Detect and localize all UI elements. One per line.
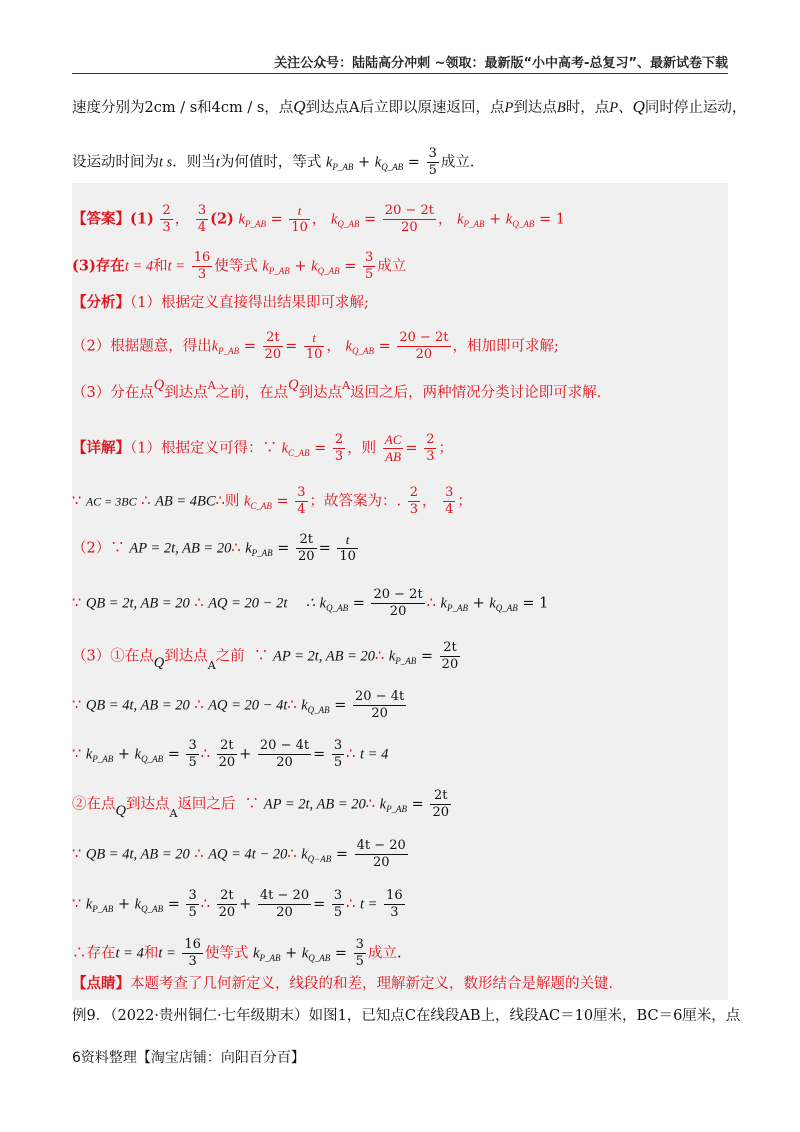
answer-line-1: 【答案】(1) $\frac{2}{3}$ ， $\frac{3}{4}$ (2) $k_{P\_AB}$ = $\frac{t}{10}$ ， $k_{Q\_AB}$ = $\frac{20 - 2t}{20}$ ， $k_{P\_AB} + k_{Q\_AB} = 1$ <box>72 203 565 235</box>
detail-line-2: ∵ AC = 3BC ∴ AB = 4BC∴则 $k_{C\_AB}$ = $\frac{3}{4}$ ；故答案为：. $\frac{2}{3}$ ， $\frac{3}{4}$ ； <box>72 485 472 517</box>
detail-line-10: ∵ $k_{P\_AB} + k_{Q\_AB}$ = $\frac{3}{5}$ ∴ $\frac{2t}{20}$ + $\frac{4t - 20}{20}$ = $\frac{3}{5}$ ∴ t = $\frac{16}{3}$ <box>72 888 403 920</box>
detail-line-8: ②在点Q到达点$_A$返回之后 ∵ AP = 2t, AB = 20∴ $k_{P\_AB}$ = $\frac{2t}{20}$ <box>72 788 449 820</box>
footer-text: 资料整理【淘宝店铺：向阳百分百】 <box>80 1050 305 1066</box>
detail-line-5: （3）①在点Q到达点$_A$之前 ∵ AP = 2t, AB = 20∴ $k_{P\_AB}$ = $\frac{2t}{20}$ <box>72 640 459 672</box>
analysis-line-2: （2）根据题意，得出$k_{P\_AB}$ = $\frac{2t}{20}$ = $\frac{t}{10}$ ， $k_{Q\_AB}$ = $\frac{20 - 2t}{20}$ ，相加即可求解; <box>72 330 559 362</box>
detail-line-11: ∴存在t = 4和t = $\frac{16}{3}$ 使等式 $k_{P\_AB} + k_{Q\_AB}$ = $\frac{3}{5}$ 成立. <box>72 937 402 969</box>
page-number: 6 <box>72 1050 81 1066</box>
header-rule <box>72 73 728 74</box>
detail-line-6: ∵ QB = 4t, AB = 20 ∴ AQ = 20 − 4t∴ $k_{Q\_AB}$ = $\frac{20 - 4t}{20}$ <box>72 689 405 721</box>
problem-line-1: 速度分别为2cm / s和4cm / s，点Q到达点A后立即以原速返回，点P到达点B时，点P、Q同时停止运动， <box>72 97 747 116</box>
detail-line-3: （2）∵ AP = 2t, AB = 20∴ $k_{P\_AB}$ = $\frac{2t}{20}$ = $\frac{t}{10}$ <box>72 532 356 564</box>
page-footer <box>72 1047 305 1067</box>
analysis-line-1: 【分析】（1）根据定义直接得出结果即可求解; <box>72 294 369 311</box>
detail-line-1: 【详解】（1）根据定义可得：∵ $k_{C\_AB}$ = $\frac{2}{3}$ ，则 $\frac{AC}{AB}$ = $\frac{2}{3}$ ； <box>72 432 453 464</box>
analysis-line-3: （3）分在点Q到达点$^A$之前，在点Q到达点$^A$返回之后，两种情况分类讨论即可求解． <box>72 377 612 401</box>
detail-line-9: ∵ QB = 4t, AB = 20 ∴ AQ = 4t − 20∴ $k_{Q-AB}$ = $\frac{4t - 20}{20}$ <box>72 838 406 870</box>
page-header: 关注公众号：陆陆高分冲刺 ~领取：最新版“小中高考-总复习”、最新试卷下载 <box>274 56 728 71</box>
problem-line-2: 设运动时间为t s．则当t为何值时，等式 $k_{P\_AB} + k_{Q\_AB}$ = $\frac{3}{5}$ 成立． <box>72 146 485 178</box>
example-line: 例9．（2022·贵州铜仁·七年级期末）如图1，已知点C在线段AB上，线段AC＝10厘米，BC＝6厘米，点 <box>72 1008 741 1024</box>
comment-line: 【点睛】本题考查了几何新定义，线段的和差，理解新定义，数形结合是解题的关键． <box>72 975 623 992</box>
detail-line-4: ∵ QB = 2t, AB = 20 ∴ AQ = 20 − 2t ∴ $k_{Q\_AB}$ = $\frac{20 - 2t}{20}$ ∴ $k_{P\_AB} + k_{Q\_AB} = 1$ <box>72 587 549 619</box>
detail-line-7: ∵ $k_{P\_AB} + k_{Q\_AB}$ = $\frac{3}{5}$ ∴ $\frac{2t}{20}$ + $\frac{20 - 4t}{20}$ = $\frac{3}{5}$ ∴ t = 4 <box>72 738 389 770</box>
answer-line-2: (3)存在t = 4和t = $\frac{16}{3}$ 使等式 $k_{P\_AB} + k_{Q\_AB}$ = $\frac{3}{5}$ 成立 <box>72 250 407 282</box>
